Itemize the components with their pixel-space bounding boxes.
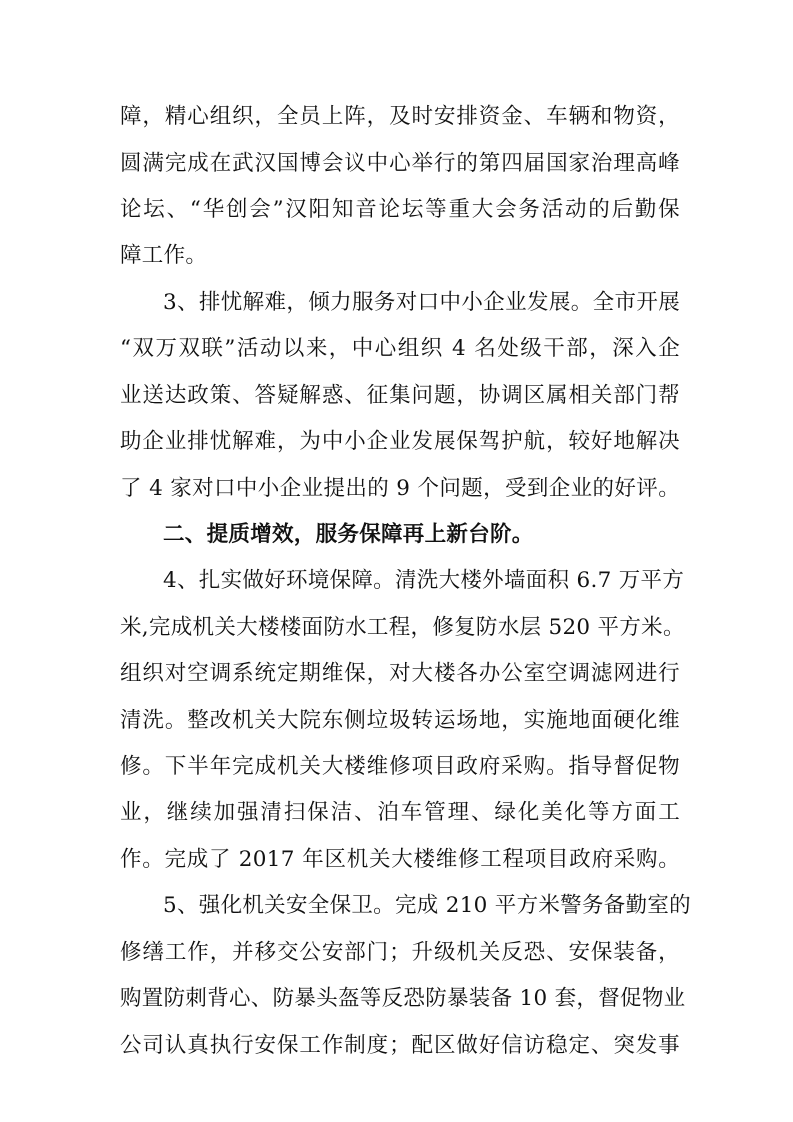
paragraph-4-first-line: 4、扎实做好环境保障。清洗大楼外墙面积 6.7 万平方 [163,568,685,593]
body-text-line: 修。下半年完成机关大楼维修项目政府采购。指导督促物 [120,754,680,779]
body-text-line: 障，精心组织，全员上阵，及时安排资金、车辆和物资， [120,104,680,129]
body-text-line: 圆满完成在武汉国博会议中心举行的第四届国家治理高峰 [120,151,680,176]
body-text-line: 作。完成了 2017 年区机关大楼维修工程项目政府采购。 [120,847,680,872]
body-text-line: 论坛、“华创会”汉阳知音论坛等重大会务活动的后勤保 [120,197,680,222]
body-text-line: 修缮工作，并移交公安部门；升级机关反恐、安保装备， [120,940,680,965]
section-heading: 二、提质增效，服务保障再上新台阶。 [163,522,534,547]
body-text-line: 业，继续加强清扫保洁、泊车管理、绿化美化等方面工 [120,800,680,825]
body-text-line: 助企业排忧解难，为中小企业发展保驾护航，较好地解决 [120,429,680,454]
body-text-line: 业送达政策、答疑解惑、征集问题，协调区属相关部门帮 [120,383,680,408]
body-text-line: 组织对空调系统定期维保，对大楼各办公室空调滤网进行 [120,661,680,686]
body-text-line: “双万双联”活动以来，中心组织 4 名处级干部，深入企 [120,336,680,361]
body-text-line: 米,完成机关大楼楼面防水工程，修复防水层 520 平方米。 [120,615,685,640]
paragraph-3-first-line: 3、排忧解难，倾力服务对口中小企业发展。全市开展 [163,290,680,315]
body-text-line: 购置防刺背心、防暴头盔等反恐防暴装备 10 套，督促物业 [120,986,686,1011]
body-text-line: 障工作。 [120,243,208,268]
body-text-line: 了 4 家对口中小企业提出的 9 个问题，受到企业的好评。 [120,476,680,501]
paragraph-5-first-line: 5、强化机关安全保卫。完成 210 平方米警务备勤室的 [163,893,691,918]
body-text-line: 公司认真执行安保工作制度；配区做好信访稳定、突发事 [120,1033,680,1058]
body-text-line: 清洗。整改机关大院东侧垃圾转运场地，实施地面硬化维 [120,708,680,733]
